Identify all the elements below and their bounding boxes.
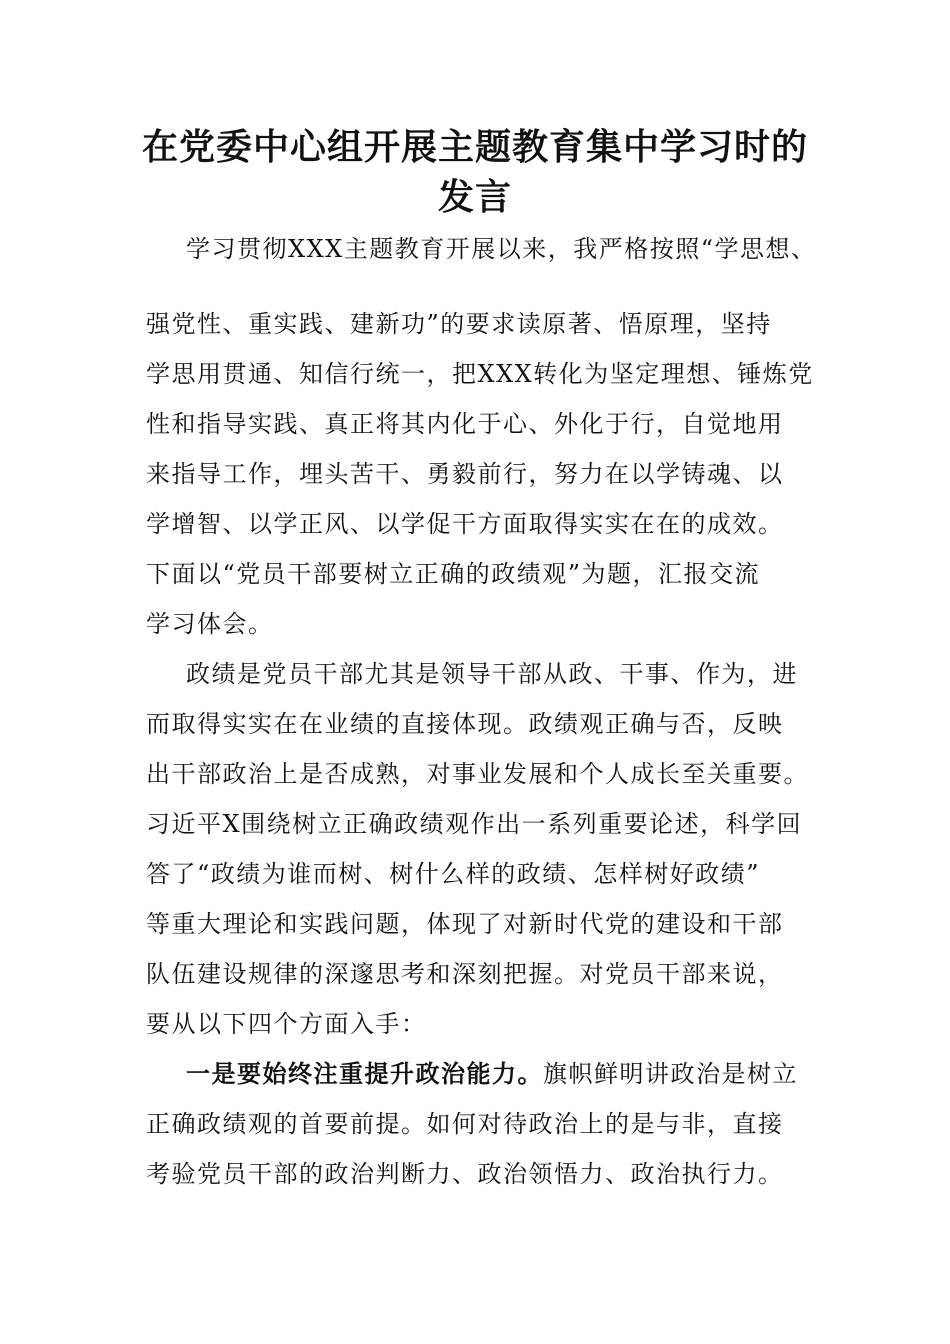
- paragraph-1-line-2: 强党性、重实践、建新功”的要求读原著、悟原理，坚持: [146, 310, 772, 338]
- document-title-line-1: 在党委中心组开展主题教育集中学习时的: [141, 126, 808, 168]
- paragraph-1-line-4: 性和指导实践、真正将其内化于心、外化于行，自觉地用: [146, 410, 784, 438]
- paragraph-1-line-8: 学习体会。: [146, 610, 274, 638]
- document-title-line-2: 发言: [437, 176, 512, 218]
- paragraph-3-line-1: [186, 1057, 798, 1091]
- paragraph-2-line-6: 等重大理论和实践问题，体现了对新时代党的建设和干部: [146, 910, 784, 938]
- paragraph-2-line-2: 而取得实实在在业绩的直接体现。政绩观正确与否，反映: [146, 710, 784, 738]
- paragraph-2-line-7: 队伍建设规律的深邃思考和深刻把握。对党员干部来说，: [146, 960, 784, 988]
- paragraph-3-line-2: 正确政绩观的首要前提。如何对待政治上的是与非，直接: [146, 1110, 784, 1138]
- paragraph-1-line-7: 下面以“党员干部要树立正确的政绩观”为题，汇报交流: [146, 560, 761, 588]
- paragraph-3-line-3: 考验党员干部的政治判断力、政治领悟力、政治执行力。: [146, 1160, 784, 1188]
- paragraph-2-line-5: 答了“政绩为谁而树、树什么样的政绩、怎样树好政绩”: [146, 860, 761, 888]
- paragraph-2-line-4: 习近平X围绕树立正确政绩观作出一系列重要论述，科学回: [146, 810, 803, 838]
- paragraph-2-line-8: 要从以下四个方面入手：: [146, 1010, 427, 1038]
- paragraph-1-line-3: 学思用贯通、知信行统一，把XXX转化为坚定理想、锤炼党: [146, 360, 814, 388]
- paragraph-1-line-1: 学习贯彻XXX主题教育开展以来，我严格按照“学思想、: [186, 235, 817, 263]
- paragraph-1-line-5: 来指导工作，埋头苦干、勇毅前行，努力在以学铸魂、以: [146, 460, 784, 488]
- paragraph-3-bold-lead: 一是要始终注重提升政治能力。: [186, 1059, 543, 1088]
- paragraph-1-line-6: 学增智、以学正风、以学促干方面取得实实在在的成效。: [146, 510, 784, 538]
- paragraph-2-line-1: 政绩是党员干部尤其是领导干部从政、干事、作为，进: [186, 660, 798, 688]
- paragraph-2-line-3: 出干部政治上是否成熟，对事业发展和个人成长至关重要。: [146, 760, 809, 788]
- paragraph-3-line-1-rest: 旗帜鲜明讲政治是树立: [543, 1060, 798, 1088]
